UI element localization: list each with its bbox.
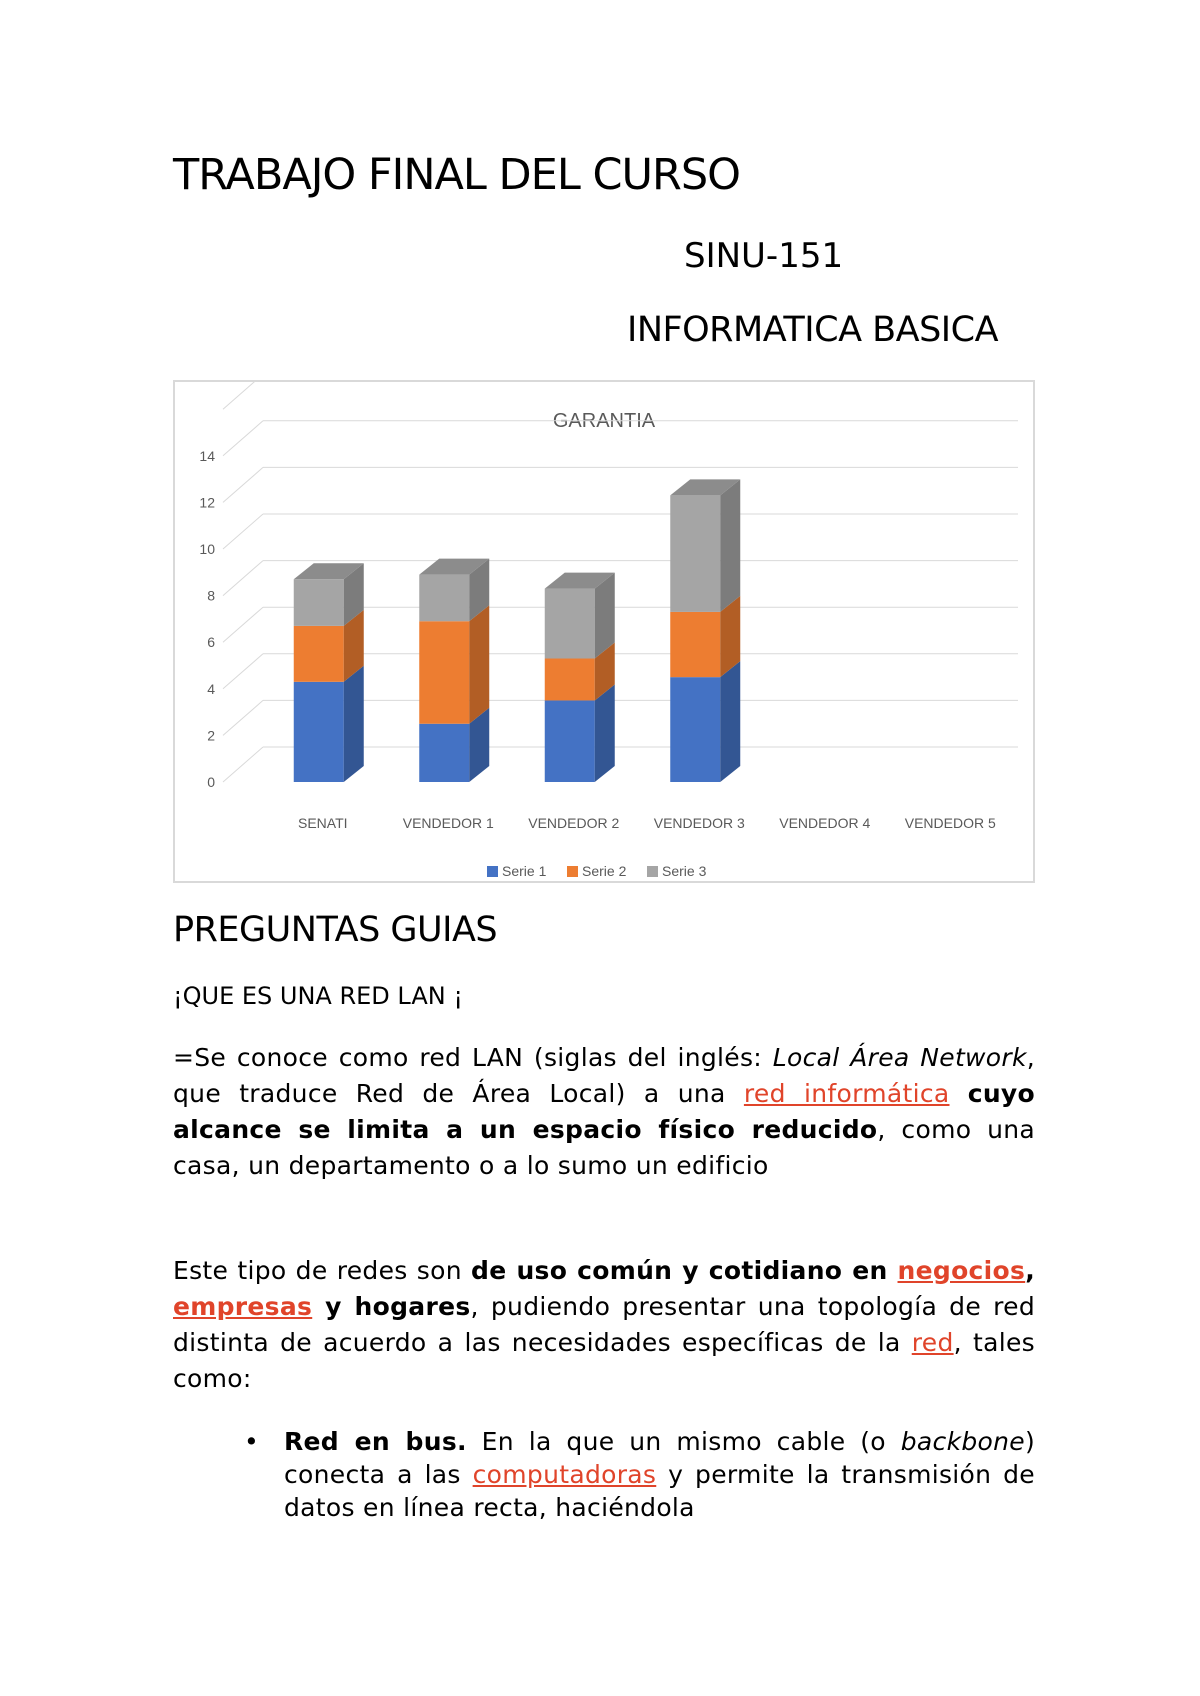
bar-segment: [670, 677, 720, 782]
bold-text: de uso común y cotidiano en: [471, 1256, 898, 1285]
x-tick-label: VENDEDOR 2: [528, 815, 620, 831]
list-item: [244, 1425, 1035, 1524]
course-code: SINU-151: [684, 236, 844, 276]
bar-segment: [545, 700, 595, 782]
bullet-icon: •: [244, 1427, 260, 1456]
depth-line: [223, 561, 263, 596]
y-tick-label: 8: [207, 587, 215, 604]
y-tick-label: 4: [207, 680, 215, 697]
bar-side: [720, 479, 740, 612]
link-red-informatica[interactable]: red informática: [743, 1079, 950, 1108]
depth-line: [223, 382, 263, 409]
paragraph-lan-definition: [173, 1040, 1035, 1184]
text-run: =Se conoce como red LAN (siglas del inglés:: [173, 1043, 773, 1072]
depth-line: [223, 700, 263, 735]
legend-swatch: [567, 866, 578, 877]
y-tick-label: 6: [207, 634, 215, 651]
topology-list: [244, 1425, 1035, 1524]
y-tick-label: 0: [207, 774, 215, 790]
depth-line: [223, 514, 263, 549]
x-tick-label: VENDEDOR 3: [653, 815, 745, 831]
bar-segment: [545, 589, 595, 659]
question-heading: ¡QUE ES UNA RED LAN ¡: [173, 982, 463, 1010]
link-negocios[interactable]: negocios: [897, 1256, 1026, 1285]
y-tick-label: 10: [199, 541, 215, 557]
text-run: En la que un mismo cable (o: [466, 1427, 901, 1456]
bar-side: [595, 684, 615, 782]
bold-text: ,: [1025, 1256, 1035, 1285]
x-tick-label: SENATI: [297, 815, 348, 831]
text-run: [950, 1079, 968, 1108]
text-run: Este tipo de redes son: [173, 1256, 472, 1285]
legend-label: Serie 2: [582, 863, 627, 879]
legend-swatch: [487, 866, 498, 877]
legend-label: Serie 3: [662, 863, 707, 879]
bar-segment: [670, 612, 720, 677]
text-run: , como una casa, un departamento o a lo sumo un edificio: [173, 1115, 1035, 1180]
depth-line: [223, 421, 263, 456]
x-tick-label: VENDEDOR 5: [904, 815, 996, 831]
depth-line: [223, 654, 263, 689]
text-run: , tales como:: [173, 1328, 1036, 1393]
link-empresas[interactable]: empresas: [173, 1292, 313, 1321]
text-run: , que traduce Red de Área Local) a una: [173, 1043, 1036, 1108]
link-red[interactable]: red: [911, 1328, 954, 1357]
chart-garantia: [173, 380, 1035, 883]
y-tick-label: 12: [199, 494, 215, 511]
bar-side: [720, 661, 740, 782]
bar-segment: [670, 495, 720, 612]
italic-term: backbone: [900, 1427, 1025, 1456]
bar-segment: [294, 579, 344, 626]
bar-segment: [545, 659, 595, 701]
text-run: ) conecta a las: [284, 1427, 1035, 1489]
bar-segment: [294, 626, 344, 682]
bold-text: Red en bus.: [284, 1427, 467, 1456]
document-title: TRABAJO FINAL DEL CURSO: [173, 150, 740, 200]
chart-canvas: [175, 382, 1033, 881]
legend-swatch: [647, 866, 658, 877]
x-tick-label: VENDEDOR 4: [779, 815, 871, 831]
y-tick-label: 2: [207, 727, 215, 744]
bar-segment: [419, 575, 469, 622]
legend-label: Serie 1: [502, 863, 547, 879]
bar-segment: [294, 682, 344, 782]
bold-text: cuyo alcance se limita a un espacio físico reducido: [173, 1079, 1036, 1144]
bar-side: [469, 605, 489, 724]
chart-title: GARANTIA: [552, 410, 656, 432]
section-title: PREGUNTAS GUIAS: [173, 910, 498, 950]
bar-side: [344, 666, 364, 782]
paragraph-lan-usage: [173, 1253, 1035, 1397]
text-run: y permite la transmisión de datos en línea recta, haciéndola: [284, 1460, 1035, 1522]
course-name: INFORMATICA BASICA: [627, 310, 999, 350]
y-tick-label: 14: [199, 447, 215, 464]
depth-line: [223, 747, 263, 782]
bar-segment: [419, 621, 469, 724]
bar-segment: [419, 724, 469, 782]
depth-line: [223, 607, 263, 642]
x-tick-label: VENDEDOR 1: [402, 815, 494, 831]
depth-line: [223, 467, 263, 502]
text-run: , pudiendo presentar una topología de red distinta de acuerdo a las necesidades específicas de la: [173, 1292, 1035, 1357]
bold-text: y hogares: [312, 1292, 471, 1321]
link-computadoras[interactable]: computadoras: [472, 1460, 657, 1489]
italic-term: Local Área Network: [772, 1043, 1027, 1072]
